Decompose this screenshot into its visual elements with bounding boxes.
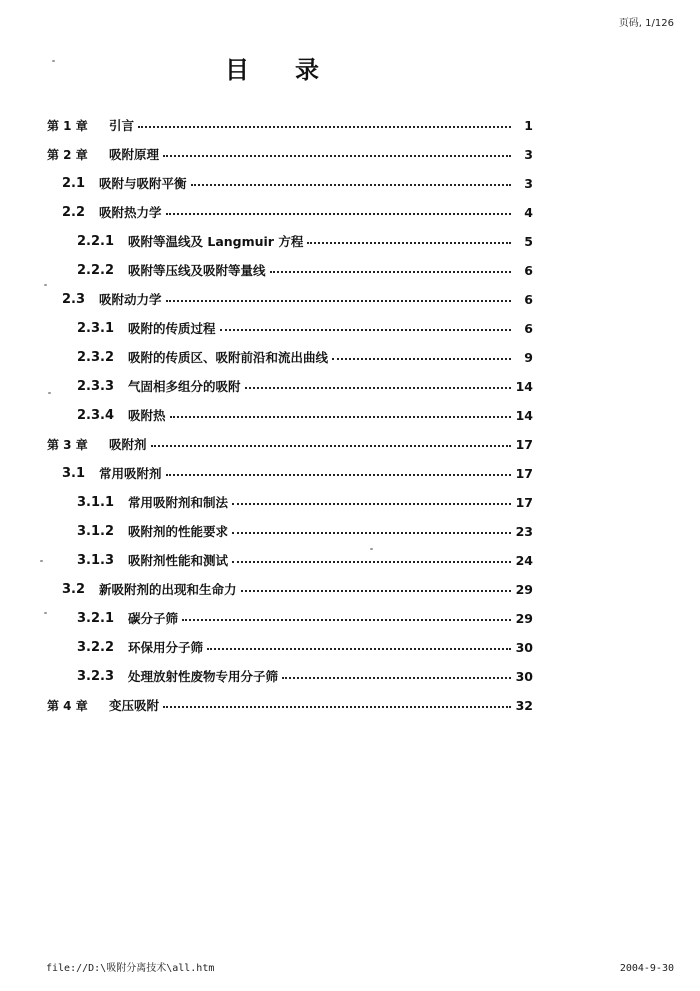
file-path: file://D:\吸附分离技术\all.htm (46, 963, 215, 974)
toc-entry-number: 3.2.3 (77, 668, 115, 684)
dot-leader (270, 271, 511, 273)
toc-entry (0, 114, 700, 136)
toc-entry (0, 317, 700, 339)
toc-entry-page: 6 (524, 320, 533, 336)
scan-speck (44, 612, 47, 614)
toc-entry (0, 375, 700, 397)
scan-speck (44, 284, 47, 286)
toc-entry-label: 气固相多组分的吸附 (128, 379, 241, 394)
toc-entry-label: 吸附的传质区、吸附前沿和流出曲线 (128, 350, 329, 365)
toc-entry (0, 549, 700, 571)
toc-entry-page: 17 (515, 494, 533, 510)
dot-leader (170, 416, 511, 418)
dot-leader (151, 445, 511, 447)
dot-leader (191, 184, 511, 186)
toc-entry-number: 2.2.1 (77, 233, 115, 249)
toc-entry-number: 3.1.3 (77, 552, 115, 568)
toc-entry-number: 3.1.2 (77, 523, 115, 539)
dot-leader (307, 242, 511, 244)
toc-entry (0, 607, 700, 629)
toc-entry-label: 吸附原理 (109, 147, 160, 162)
toc-entry-page: 24 (515, 552, 533, 568)
print-date: 2004-9-30 (619, 963, 674, 974)
toc-entry-page: 32 (515, 697, 533, 713)
toc-entry-label: 吸附等温线及 Langmuir 方程 (128, 234, 304, 249)
toc-entry-page: 9 (524, 349, 533, 365)
toc-entry-label: 碳分子筛 (128, 611, 179, 626)
toc-entry-label: 吸附等压线及吸附等量线 (128, 263, 266, 278)
toc-entry (0, 520, 700, 542)
toc-entry-page: 4 (524, 204, 533, 220)
toc-entry-number: 2.3 (62, 291, 86, 307)
toc-entry-page: 5 (524, 233, 533, 249)
toc-entry-label: 吸附热力学 (99, 205, 162, 220)
toc-entry-page: 3 (524, 175, 533, 191)
toc-entry-number: 第 3 章 (47, 437, 88, 452)
toc-entry (0, 201, 700, 223)
dot-leader (166, 213, 511, 215)
toc-entry-page: 30 (515, 668, 533, 684)
dot-leader (207, 648, 511, 650)
dot-leader (232, 532, 511, 534)
toc-entry (0, 288, 700, 310)
toc-entry-page: 29 (515, 581, 533, 597)
toc-entry-number: 3.1.1 (77, 494, 115, 510)
toc-entry (0, 259, 700, 281)
dot-leader (332, 358, 511, 360)
dot-leader (166, 474, 511, 476)
dot-leader (245, 387, 511, 389)
toc-entry-label: 吸附的传质过程 (128, 321, 216, 336)
toc-entry (0, 230, 700, 252)
toc-entry-number: 3.2.2 (77, 639, 115, 655)
toc-entry (0, 578, 700, 600)
dot-leader (232, 503, 511, 505)
toc-entry (0, 143, 700, 165)
toc-entry-label: 处理放射性废物专用分子筛 (128, 669, 279, 684)
toc-entry-number: 3.2 (62, 581, 86, 597)
toc-entry-number: 2.2 (62, 204, 86, 220)
toc-entry-page: 3 (524, 146, 533, 162)
toc-entry (0, 172, 700, 194)
toc-entry-page: 6 (524, 262, 533, 278)
dot-leader (220, 329, 511, 331)
toc-entry-number: 3.2.1 (77, 610, 115, 626)
page-title: 目录 (225, 56, 365, 84)
toc-entry-page: 30 (515, 639, 533, 655)
scan-speck (40, 560, 43, 562)
toc-entry (0, 636, 700, 658)
toc-entry-label: 吸附剂性能和测试 (128, 553, 229, 568)
toc-entry-page: 1 (524, 117, 533, 133)
page-indicator: 页码, 1/126 (618, 18, 674, 29)
toc-entry-number: 第 2 章 (47, 147, 88, 162)
toc-entry (0, 491, 700, 513)
toc-entry-page: 17 (515, 436, 533, 452)
toc-entry-page: 14 (515, 407, 533, 423)
toc-entry-label: 变压吸附 (109, 698, 160, 713)
toc-entry (0, 694, 700, 716)
toc-entry-label: 吸附剂 (109, 437, 147, 452)
toc-entry-label: 吸附与吸附平衡 (99, 176, 187, 191)
dot-leader (163, 155, 511, 157)
toc-entry-label: 常用吸附剂 (99, 466, 162, 481)
toc-entry-page: 6 (524, 291, 533, 307)
toc-entry-page: 23 (515, 523, 533, 539)
dot-leader (282, 677, 511, 679)
dot-leader (182, 619, 511, 621)
dot-leader (138, 126, 511, 128)
toc-entry-number: 2.1 (62, 175, 86, 191)
toc-entry-page: 14 (515, 378, 533, 394)
dot-leader (232, 561, 511, 563)
toc-entry-label: 环保用分子筛 (128, 640, 204, 655)
toc-entry-number: 2.3.1 (77, 320, 115, 336)
dot-leader (241, 590, 511, 592)
toc-entry-number: 2.3.2 (77, 349, 115, 365)
toc-entry-label: 常用吸附剂和制法 (128, 495, 229, 510)
toc-entry (0, 433, 700, 455)
toc-entry-number: 2.3.4 (77, 407, 115, 423)
toc-entry (0, 462, 700, 484)
toc-entry-label: 吸附剂的性能要求 (128, 524, 229, 539)
toc-entry-number: 3.1 (62, 465, 86, 481)
dot-leader (163, 706, 511, 708)
toc-entry (0, 665, 700, 687)
toc-entry-number: 2.3.3 (77, 378, 115, 394)
toc-entry-page: 17 (515, 465, 533, 481)
toc-entry-label: 吸附动力学 (99, 292, 162, 307)
scan-speck (52, 60, 55, 62)
dot-leader (166, 300, 511, 302)
toc-entry-label: 引言 (109, 118, 135, 133)
toc-entry (0, 346, 700, 368)
toc-entry-label: 吸附热 (128, 408, 166, 423)
toc-entry-page: 29 (515, 610, 533, 626)
toc-entry-label: 新吸附剂的出现和生命力 (99, 582, 237, 597)
toc-entry-number: 第 4 章 (47, 698, 88, 713)
toc-entry-number: 第 1 章 (47, 118, 88, 133)
scan-speck (48, 392, 51, 394)
scan-speck (370, 548, 373, 550)
toc-entry-number: 2.2.2 (77, 262, 115, 278)
toc-entry (0, 404, 700, 426)
